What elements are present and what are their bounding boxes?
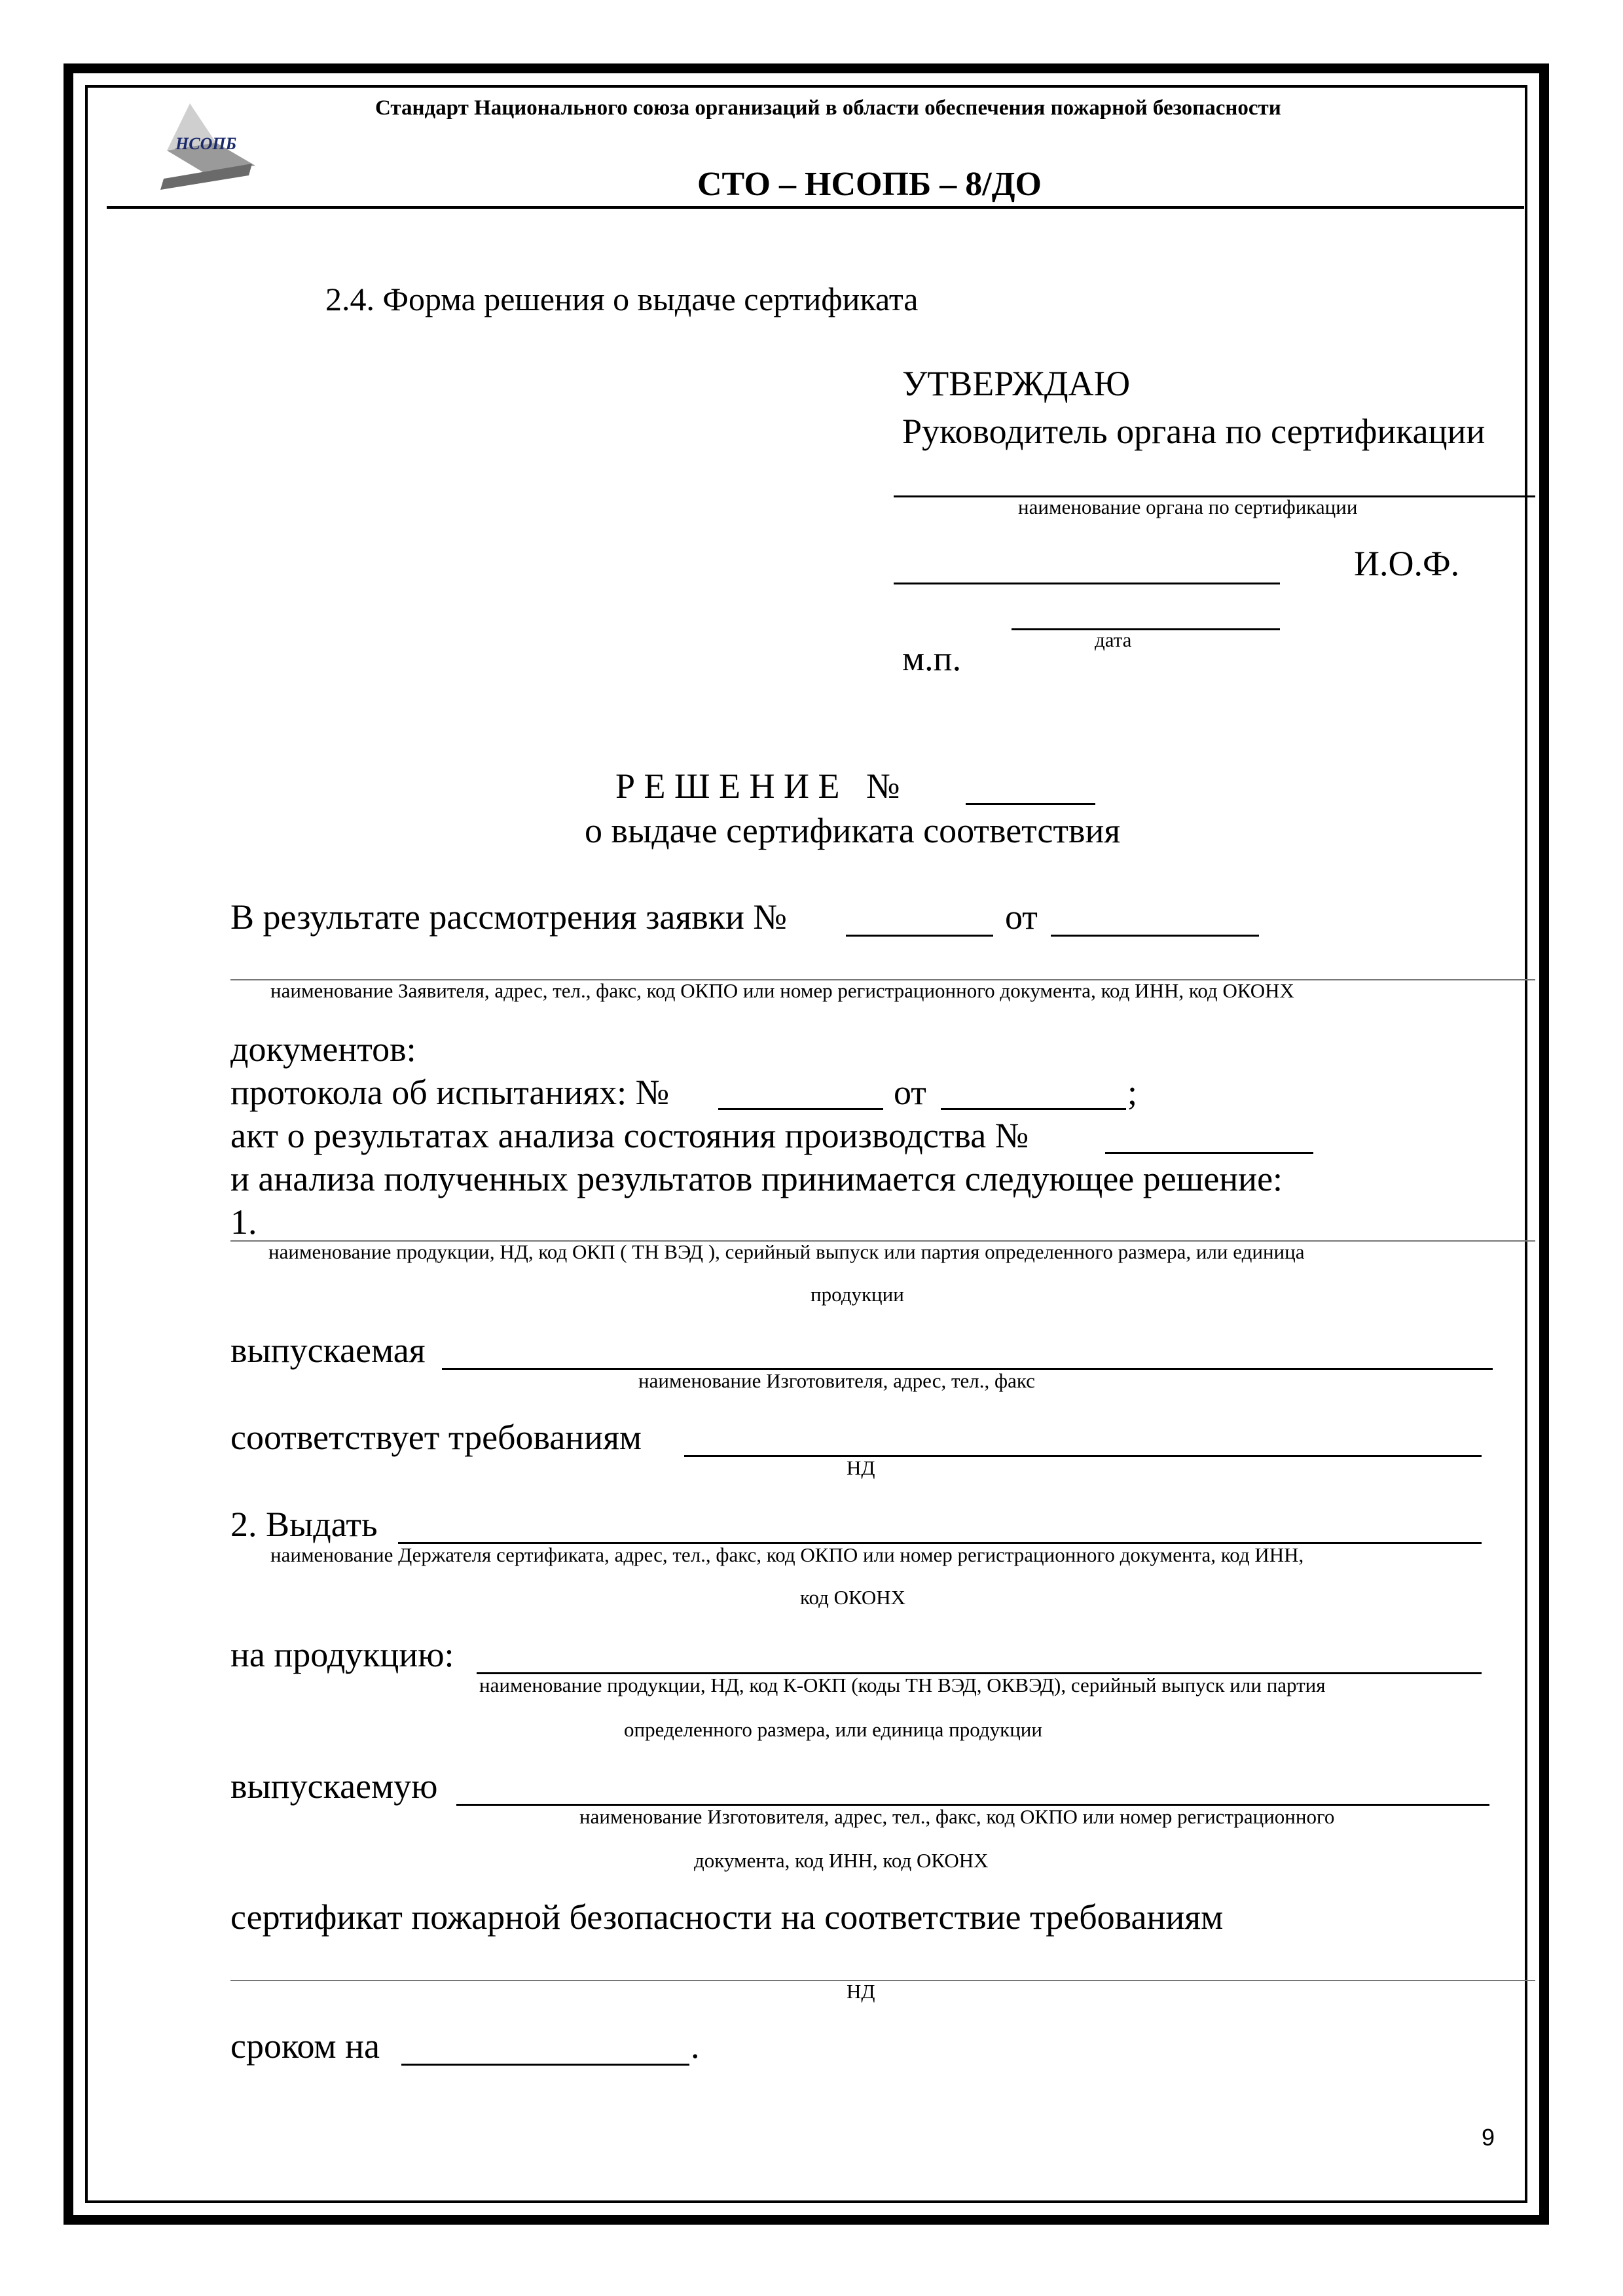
head-label: Руководитель органа по сертификации: [902, 412, 1486, 451]
certificate-requirements-line: [230, 1980, 1535, 1981]
requirements-line: [684, 1455, 1482, 1457]
request-number-line: [846, 935, 993, 937]
seal-label: м.п.: [902, 639, 962, 678]
term-label: сроком на: [230, 2026, 380, 2066]
term-end: .: [691, 2026, 700, 2066]
logo-text: НСОПБ: [175, 134, 237, 153]
produced2-label: выпускаемую: [230, 1767, 438, 1806]
request-label: В результате рассмотрения заявки №: [230, 897, 787, 937]
manufacturer2-caption-2: документа, код ИНН, код ОКОНХ: [694, 1849, 989, 1872]
item-1-label: 1.: [230, 1202, 257, 1242]
product2-caption-1: наименование продукции, НД, код К-ОКП (коды ТН ВЭД, ОКВЭД), серийный выпуск или партия: [479, 1674, 1326, 1696]
certificate-label: сертификат пожарной безопасности на соответствие требованиям: [230, 1897, 1224, 1937]
product2-caption-2: определенного размера, или единица продукции: [624, 1718, 1042, 1741]
complies-label: соответствует требованиям: [230, 1418, 642, 1457]
signature-line: [894, 583, 1280, 584]
manufacturer2-caption-1: наименование Изготовителя, адрес, тел., факс, код ОКПО или номер регистрационного: [579, 1805, 1335, 1828]
item-2-label: 2. Выдать: [230, 1505, 378, 1544]
initials-label: И.О.Ф.: [1354, 544, 1460, 583]
protocol-number-line: [718, 1108, 883, 1110]
protocol-end: ;: [1127, 1073, 1138, 1112]
decision-subtitle: о выдаче сертификата соответствия: [585, 811, 1121, 850]
holder-caption-1: наименование Держателя сертификата, адрес, тел., факс, код ОКПО или номер регистрационного документа, код ИНН,: [270, 1543, 1304, 1566]
term-line: [401, 2064, 689, 2066]
approve-label: УТВЕРЖДАЮ: [902, 364, 1131, 403]
act-number-line: [1105, 1152, 1313, 1154]
nd-caption: НД: [847, 1456, 875, 1479]
product-caption-2: продукции: [811, 1283, 904, 1306]
protocol-label: протокола об испытаниях: №: [230, 1073, 670, 1112]
applicant-caption: наименование Заявителя, адрес, тел., факс, код ОКПО или номер регистрационного документа, код ИНН, код ОКОНХ: [270, 979, 1294, 1002]
section-title: 2.4. Форма решения о выдаче сертификата: [325, 281, 919, 317]
date-line: [1012, 628, 1280, 630]
product-caption-1: наименование продукции, НД, код ОКП ( ТН ВЭД ), серийный выпуск или партия определенного размера, или единица: [268, 1240, 1305, 1263]
decision-number-line: [966, 803, 1095, 805]
produced-label: выпускаемая: [230, 1331, 426, 1370]
protocol-date-line: [941, 1108, 1126, 1110]
analysis-label: и анализа полученных результатов принимается следующее решение:: [230, 1159, 1283, 1198]
for-product-label: на продукцию:: [230, 1635, 454, 1674]
protocol-from-label: от: [894, 1073, 926, 1112]
page-number: 9: [1482, 2124, 1495, 2151]
act-label: акт о результатах анализа состояния производства №: [230, 1116, 1029, 1155]
request-from-label: от: [1005, 897, 1038, 937]
holder-caption-2: код ОКОНХ: [800, 1586, 906, 1609]
standard-title: Стандарт Национального союза организаций в области обеспечения пожарной безопасности: [375, 96, 1281, 120]
request-date-line: [1051, 935, 1259, 937]
date-caption: дата: [1095, 628, 1132, 651]
decision-title: Р Е Ш Е Н И Е №: [615, 766, 900, 806]
manufacturer-caption: наименование Изготовителя, адрес, тел., факс: [638, 1369, 1035, 1392]
standard-code: СТО – НСОПБ – 8/ДО: [697, 166, 1042, 203]
documents-label: документов:: [230, 1030, 416, 1069]
nd-caption-2: НД: [847, 1980, 875, 2003]
org-caption: наименование органа по сертификации: [1018, 495, 1358, 518]
header-rule: [107, 206, 1524, 209]
